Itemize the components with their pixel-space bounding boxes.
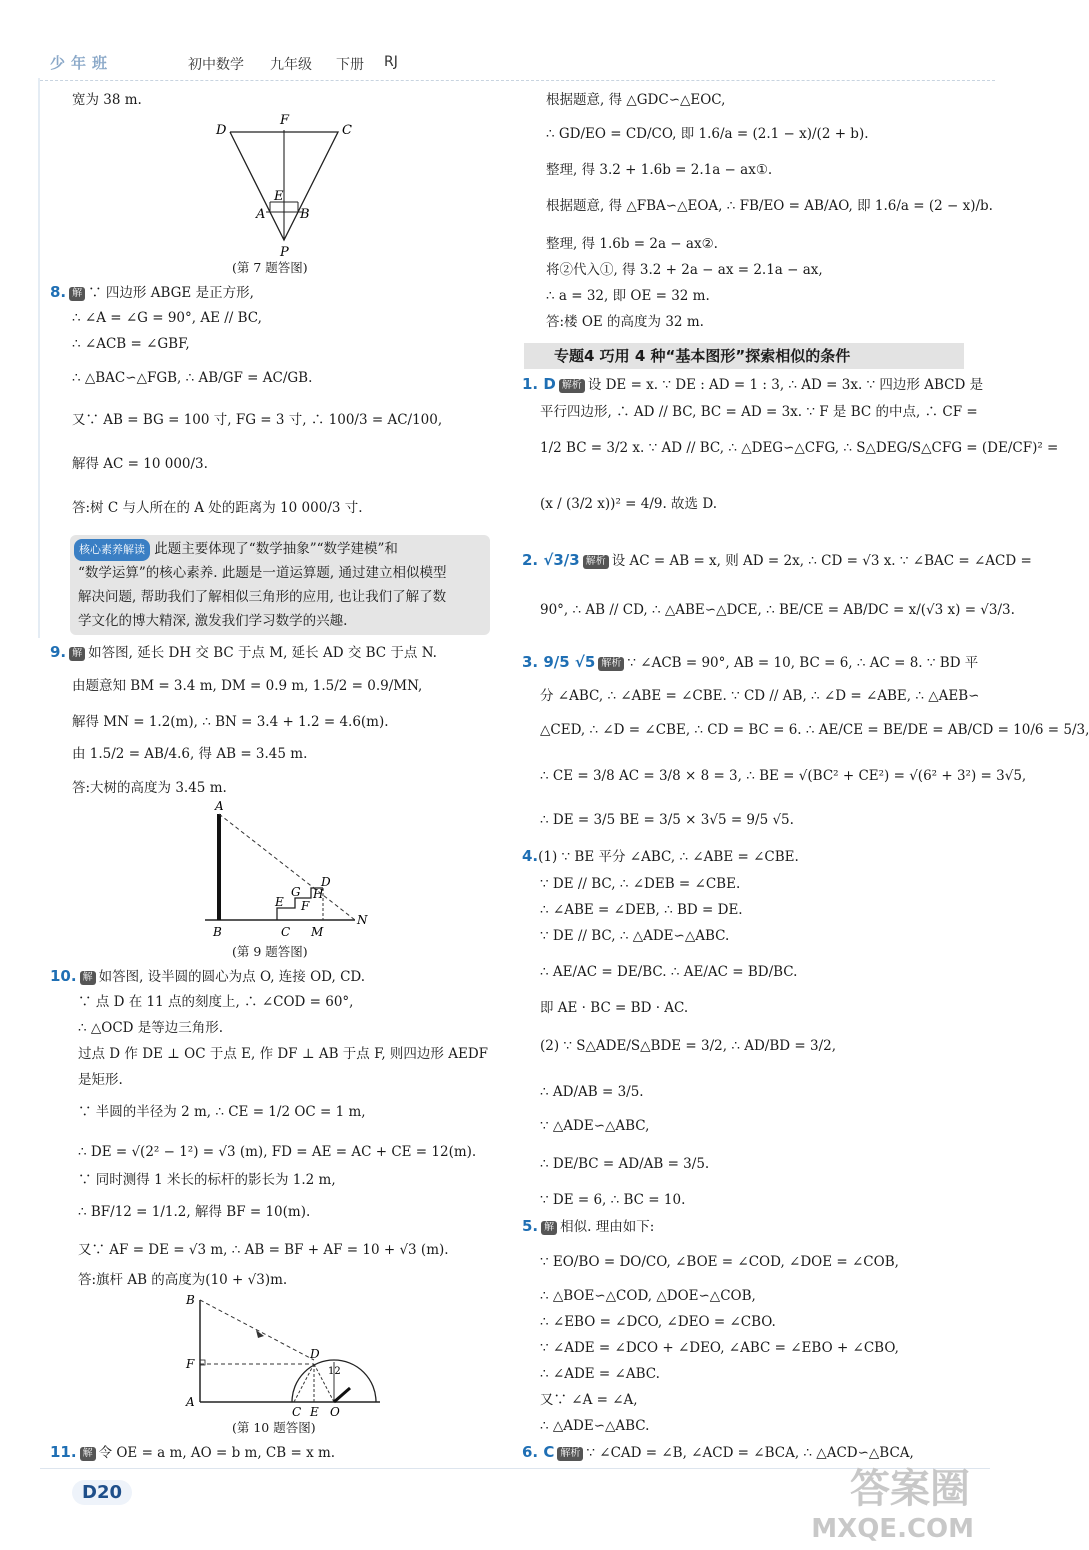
q9-line: 解得 MN = 1.2(m), ∴ BN = 3.4 + 1.2 = 4.6(m).	[72, 714, 389, 730]
fig7-label-f: F	[280, 113, 290, 128]
q9-line: 答:大树的高度为 3.45 m.	[72, 780, 227, 796]
r-q3	[522, 652, 978, 673]
q10-line: ∵ 点 D 在 11 点的刻度上, ∴ ∠COD = 60°,	[78, 994, 354, 1010]
q8-line: 又∵ AB = BG = 100 寸, FG = 3 寸, ∴ 100/3 = AC/100,	[72, 412, 443, 428]
r-q4	[522, 846, 799, 867]
fig9-label-c: C	[281, 925, 291, 939]
r-q1-number: 1. D	[522, 375, 556, 393]
r-q1-line: (x / (3/2 x))² = 4/9. 故选 D.	[540, 496, 717, 512]
r-q4-line: ∴ DE/BC = AD/AB = 3/5.	[540, 1156, 710, 1172]
figure-10-caption: (第 10 题答图)	[232, 1420, 316, 1435]
q9-number: 9.	[50, 643, 67, 661]
r-q2-number: 2. √3/3	[522, 551, 580, 569]
r-q4-line: ∴ AE/AC = DE/BC. ∴ AE/AC = BD/BC.	[540, 964, 798, 980]
q10-line: 又∵ AF = DE = √3 m, ∴ AB = BF + AF = 10 + √3 (m).	[78, 1242, 449, 1258]
q11-number: 11.	[50, 1443, 77, 1461]
r-q4-line: (1) ∵ BE 平分 ∠ABC, ∴ ∠ABE = ∠CBE.	[538, 849, 799, 865]
right-line: ∴ a = 32, 即 OE = 32 m.	[546, 288, 710, 304]
q8-tag: 解	[69, 287, 85, 301]
q10-line: 答:旗杆 AB 的高度为(10 + √3)m.	[78, 1272, 288, 1288]
q8-line: 解得 AC = 10 000/3.	[72, 456, 208, 472]
q9-line: 由 1.5/2 = AB/4.6, 得 AB = 3.45 m.	[72, 746, 308, 762]
r-q6-line: ∵ ∠CAD = ∠B, ∠ACD = ∠BCA, ∴ △ACD∽△BCA,	[586, 1445, 914, 1461]
fig7-label-c: C	[342, 123, 352, 138]
right-line: 整理, 得 1.6b = 2a − ax②.	[546, 236, 718, 252]
q9-line: 如答图, 延长 DH 交 BC 于点 M, 延长 AD 交 BC 于点 N.	[88, 645, 437, 661]
figure-7	[210, 112, 360, 262]
page-header	[38, 48, 998, 78]
r-q3-line: ∴ CE = 3/8 AC = 3/8 × 8 = 3, ∴ BE = √(BC² + CE²) = √(6² + 3²) = 3√5,	[540, 768, 1027, 784]
watermark-logo: 答案圈	[850, 1466, 970, 1512]
q11-tag: 解	[80, 1447, 96, 1461]
left-border	[38, 78, 40, 638]
q11	[50, 1442, 335, 1463]
r-q4-line: ∴ ∠ABE = ∠DEB, ∴ BD = DE.	[540, 902, 743, 918]
q9-tag: 解	[69, 647, 85, 661]
r-q3-line: ∵ ∠ACB = 90°, AB = 10, BC = 6, ∴ AC = 8. ∵ BD 平	[627, 655, 979, 671]
watermark-url: MXQE.COM	[811, 1514, 974, 1544]
figure-9-caption: (第 9 题答图)	[232, 944, 308, 959]
q8-number: 8.	[50, 283, 67, 301]
box-line: “数学运算”的核心素养. 此题是一道运算题, 通过建立相似模型	[78, 565, 447, 581]
r-q3-line: ∴ DE = 3/5 BE = 3/5 × 3√5 = 9/5 √5.	[540, 812, 794, 828]
footer-divider	[40, 1468, 990, 1469]
r-q5-line: ∴ ∠EBO = ∠DCO, ∠DEO = ∠CBO.	[540, 1314, 776, 1330]
right-line: 整理, 得 3.2 + 1.6b = 2.1a − ax①.	[546, 162, 773, 178]
r-q1-line: 设 DE = x. ∵ DE : AD = 1 : 3, ∴ AD = 3x. ∵ 四边形 ABCD 是	[587, 377, 984, 393]
q8-line: ∵ 四边形 ABGE 是正方形,	[88, 285, 254, 301]
header-edition: RJ	[384, 54, 398, 70]
fig10-label-b: B	[186, 1293, 195, 1307]
fig7-label-b: B	[300, 207, 310, 222]
box-line: 解决问题, 帮助我们了解相似三角形的应用, 也让我们了解了数	[78, 589, 447, 605]
fig9-label-h: H	[313, 887, 324, 901]
fig10-label-e: E	[310, 1405, 319, 1419]
r-q5	[522, 1216, 654, 1237]
q10-line: 是矩形.	[78, 1072, 123, 1088]
r-q5-number: 5.	[522, 1217, 539, 1235]
r-q2-line: 90°, ∴ AB // CD, ∴ △ABE∽△DCE, ∴ BE/CE = AB/DC = x/(√3 x) = √3/3.	[540, 602, 1015, 618]
fig10-label-c: C	[292, 1405, 302, 1419]
r-q1-tag: 解析	[559, 379, 585, 393]
core-literacy-box	[70, 535, 490, 635]
right-line: 根据题意, 得 △FBA∽△EOA, ∴ FB/EO = AB/AO, 即 1.6/a = (2 − x)/b.	[546, 198, 993, 214]
r-q3-line: 分 ∠ABC, ∴ ∠ABE = ∠CBE. ∵ CD // AB, ∴ ∠D = ∠ABE, ∴ △AEB∽	[540, 688, 980, 704]
box-line: 学文化的博大精深, 激发我们学习数学的兴趣.	[78, 613, 348, 629]
r-q4-line: ∵ DE // BC, ∴ ∠DEB = ∠CBE.	[540, 876, 741, 892]
r-q1-line: 平行四边形, ∴ AD // BC, BC = AD = 3x. ∵ F 是 BC 的中点, ∴ CF =	[540, 404, 978, 420]
header-grade: 九年级	[270, 57, 312, 73]
q10-line: 过点 D 作 DE ⊥ OC 于点 E, 作 DF ⊥ AB 于点 F, 则四边形 AEDF	[78, 1046, 489, 1062]
q10-line: ∴ △OCD 是等边三角形.	[78, 1020, 224, 1036]
r-q3-number: 3. 9/5 √5	[522, 653, 596, 671]
right-line: 答:楼 OE 的高度为 32 m.	[546, 314, 704, 330]
r-q5-line: 又∵ ∠A = ∠A,	[540, 1392, 638, 1408]
q8	[50, 282, 254, 303]
fig10-label-a: A	[186, 1395, 195, 1409]
q10-number: 10.	[50, 967, 77, 985]
q10-line: 如答图, 设半圆的圆心为点 O, 连接 OD, CD.	[98, 969, 366, 985]
r-q4-line: 即 AE · BC = BD · AC.	[540, 1000, 689, 1016]
figure-10	[180, 1290, 390, 1420]
fig9-label-b: B	[213, 925, 222, 939]
r-q3-line: △CED, ∴ ∠D = ∠CBE, ∴ CD = BC = 6. ∴ AE/CE = BE/DE = AB/CD = 10/6 = 5/3,	[540, 722, 1089, 738]
r-q6-number: 6. C	[522, 1443, 555, 1461]
r-q5-line: 相似. 理由如下:	[560, 1219, 655, 1235]
figure-7-caption: (第 7 题答图)	[232, 260, 308, 275]
r-q4-line: (2) ∵ S△ADE/S△BDE = 3/2, ∴ AD/BD = 3/2,	[540, 1038, 836, 1054]
box-title: 核心素养解读	[74, 539, 150, 561]
fig10-label-f: F	[186, 1357, 195, 1371]
q8-line: 答:树 C 与人所在的 A 处的距离为 10 000/3 寸.	[72, 500, 363, 516]
q10-tag: 解	[80, 971, 96, 985]
header-volume: 下册	[336, 57, 364, 73]
r-q5-line: ∴ △BOE∽△COD, △DOE∽△COB,	[540, 1288, 756, 1304]
page-number: D20	[72, 1480, 132, 1505]
r-q5-tag: 解	[541, 1221, 557, 1235]
q8-line: ∴ ∠A = ∠G = 90°, AE // BC,	[72, 310, 262, 326]
q9	[50, 642, 437, 663]
fig9-label-a: A	[215, 799, 224, 813]
r-q5-line: ∴ ∠ADE = ∠ABC.	[540, 1366, 660, 1382]
fig9-label-f: F	[301, 899, 310, 913]
brand-logo: 少年班	[50, 54, 114, 72]
q8-line: ∴ △BAC∽△FGB, ∴ AB/GF = AC/GB.	[72, 370, 313, 386]
section-title: 专题4 巧用 4 种“基本图形”探索相似的条件	[524, 343, 964, 369]
header-divider	[40, 80, 995, 81]
fig10-label-12: 12	[328, 1366, 341, 1377]
box-line: 此题主要体现了“数学抽象”“数学建模”和	[154, 541, 398, 557]
r-q1-line: 1/2 BC = 3/2 x. ∵ AD // BC, ∴ △DEG∽△CFG, ∴ S△DEG/S△CFG = (DE/CF)² =	[540, 440, 1059, 456]
r-q2-line: 设 AC = AB = x, 则 AD = 2x, ∴ CD = √3 x. ∵ ∠BAC = ∠ACD =	[611, 553, 1032, 569]
q10-line: ∵ 同时测得 1 米长的标杆的影长为 1.2 m,	[78, 1172, 336, 1188]
figure-9	[195, 800, 375, 940]
q10-line: ∴ DE = √(2² − 1²) = √3 (m), FD = AE = AC + CE = 12(m).	[78, 1144, 477, 1160]
r-q2	[522, 550, 1032, 571]
fig9-label-m: M	[311, 925, 324, 939]
fig9-label-d: D	[321, 875, 331, 889]
q10	[50, 966, 365, 987]
header-subject: 初中数学	[188, 57, 244, 73]
answer-line: 宽为 38 m.	[72, 92, 142, 108]
fig7-label-a: A	[256, 207, 266, 222]
r-q5-line: ∵ EO/BO = DO/CO, ∠BOE = ∠COD, ∠DOE = ∠COB,	[540, 1254, 899, 1270]
q11-line: 令 OE = a m, AO = b m, CB = x m.	[98, 1445, 336, 1461]
fig10-label-d: D	[310, 1347, 320, 1361]
r-q5-line: ∵ ∠ADE = ∠DCO + ∠DEO, ∠ABC = ∠EBO + ∠CBO,	[540, 1340, 899, 1356]
r-q4-line: ∴ AD/AB = 3/5.	[540, 1084, 644, 1100]
r-q4-line: ∵ △ADE∽△ABC,	[540, 1118, 650, 1134]
r-q4-number: 4.	[522, 847, 539, 865]
r-q1	[522, 374, 983, 395]
fig7-label-e: E	[274, 189, 284, 204]
right-line: ∴ GD/EO = CD/CO, 即 1.6/a = (2.1 − x)/(2 + b).	[546, 126, 869, 142]
q10-line: ∵ 半圆的半径为 2 m, ∴ CE = 1/2 OC = 1 m,	[78, 1104, 366, 1120]
fig9-label-n: N	[357, 913, 368, 927]
r-q5-line: ∴ △ADE∽△ABC.	[540, 1418, 650, 1434]
right-line: 将②代入①, 得 3.2 + 2a − ax = 2.1a − ax,	[546, 262, 823, 278]
fig7-label-p: P	[280, 245, 289, 260]
r-q6-tag: 解析	[557, 1447, 583, 1461]
fig7-label-d: D	[216, 123, 227, 138]
r-q3-tag: 解析	[598, 657, 624, 671]
right-line: 根据题意, 得 △GDC∽△EOC,	[546, 92, 726, 108]
fig9-label-g: G	[291, 885, 301, 899]
r-q2-tag: 解析	[583, 555, 609, 569]
q9-line: 由题意知 BM = 3.4 m, DM = 0.9 m, 1.5/2 = 0.9/MN,	[72, 678, 423, 694]
q8-line: ∴ ∠ACB = ∠GBF,	[72, 336, 190, 352]
r-q4-line: ∵ DE = 6, ∴ BC = 10.	[540, 1192, 686, 1208]
fig10-label-o: O	[330, 1405, 340, 1419]
r-q4-line: ∵ DE // BC, ∴ △ADE∽△ABC.	[540, 928, 730, 944]
fig9-label-e: E	[275, 895, 284, 909]
q10-line: ∴ BF/12 = 1/1.2, 解得 BF = 10(m).	[78, 1204, 311, 1220]
